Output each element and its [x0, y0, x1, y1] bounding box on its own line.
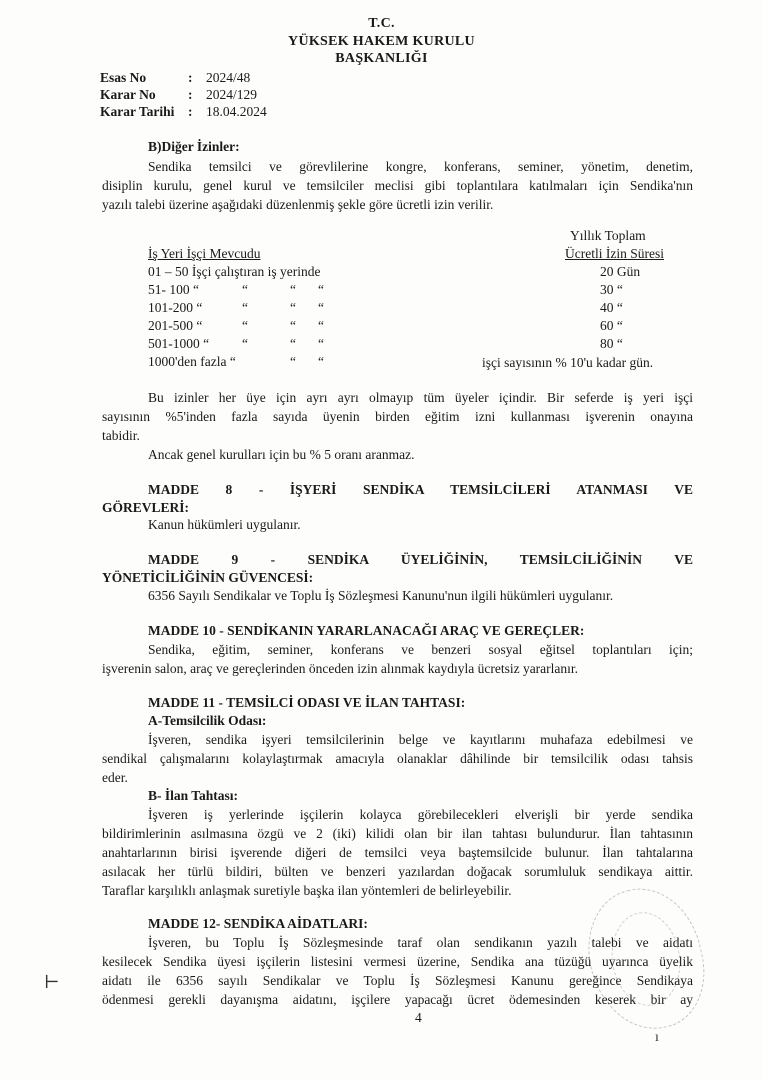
meta-label: Karar Tarihi [100, 104, 175, 119]
table-range: 1000'den fazla “ [148, 354, 236, 369]
section-b-heading: B)Diğer İzinler: [148, 139, 240, 154]
ditto-mark: “ [290, 300, 296, 315]
meta-value: 2024/48 [206, 70, 251, 85]
madde-9-body: 6356 Sayılı Sendikalar ve Toplu İş Sözleşmesi Kanunu'nun ilgili hükümleri uygulanır. [148, 588, 614, 603]
ditto-mark: “ [290, 354, 296, 369]
table-days: işçi sayısının % 10'u kadar gün. [482, 355, 654, 370]
meta-value: 2024/129 [206, 87, 258, 102]
table-range: 101-200 “ [148, 300, 203, 315]
para-line: Ancak genel kurulları için bu % 5 oranı aranmaz. [148, 447, 415, 462]
table-range: 201-500 “ [148, 318, 203, 333]
para-line: anahtarlarının birisi işverende diğeri de temsilci veya baştemsilcide bulunur. İlan tahtalarına [102, 845, 693, 860]
header-office: BAŞKANLIĞI [335, 51, 428, 66]
para-line: asılacak her türlü bildiri, bülten ve benzeri yazılardan doğacak sorumluluk sendikaya aittir. [102, 864, 693, 879]
ditto-mark: “ [318, 336, 324, 351]
ditto-mark: “ [290, 336, 296, 351]
para-line: işverenin salon, araç ve gereçlerinden önceden izin alınmak kaydıyla ücretsiz yararlanır. [102, 661, 579, 676]
ditto-mark: “ [318, 282, 324, 297]
ditto-mark: “ [242, 318, 248, 333]
meta-label: Esas No [100, 70, 147, 85]
table-right-header: Yıllık Toplam [570, 228, 646, 243]
meta-sep: : [188, 104, 193, 119]
para-line: sendikal çalışmalarını kolaylaştırmak amacıyla olanaklar dâhilinde bir temsilcilik odası tahsis [102, 751, 693, 766]
page-number: 4 [415, 1010, 422, 1025]
table-days: 40 “ [600, 300, 623, 315]
para-line: sayısının %5'inden fazla sayıda üyenin birden eğitim izni kullanması işverenin onayına [102, 409, 693, 424]
para-line: İşveren, bu Toplu İş Sözleşmesinde taraf olan sendikanın yazılı talebi ve aidatı [148, 935, 693, 950]
para-line: yazılı talebi üzerine aşağıdaki düzenlenmiş şekle göre ücretli izin verilir. [102, 197, 494, 212]
meta-sep: : [188, 70, 193, 85]
table-days: 20 Gün [600, 264, 641, 279]
para-line: Taraflar karşılıklı anlaşmak suretiyle başka ilan yöntemleri de belirleyebilir. [102, 883, 512, 898]
para-line: ödenmesi gerekli dayanışma aidatını, işçilere yapacağı ücret ödemesinden keserek bir ay [102, 992, 693, 1007]
ditto-mark: “ [318, 318, 324, 333]
header-tc: T.C. [368, 16, 395, 31]
madde-10-title: MADDE 10 - SENDİKANIN YARARLANACAĞI ARAÇ VE GEREÇLER: [148, 623, 585, 638]
para-line: Sendika temsilci ve görevlilerine kongre, konferans, seminer, yönetim, denetim, [148, 159, 693, 174]
meta-label: Karar No [100, 87, 156, 102]
table-days: 30 “ [600, 282, 623, 297]
table-left-header: İş Yeri İşçi Mevcudu [148, 246, 261, 261]
ditto-mark: “ [242, 336, 248, 351]
table-right-header: Ücretli İzin Süresi [565, 246, 664, 261]
ditto-mark: “ [242, 300, 248, 315]
meta-karar [100, 87, 257, 103]
ditto-mark: “ [318, 300, 324, 315]
para-line: İşveren iş yerlerinde işçilerin kolayca görebilecekleri elverişli bir yerde sendika [148, 807, 693, 822]
madde-11-title: MADDE 11 - TEMSİLCİ ODASI VE İLAN TAHTASI: [148, 695, 466, 710]
ditto-mark: “ [242, 282, 248, 297]
meta-value: 18.04.2024 [206, 104, 267, 119]
para-line: eder. [102, 770, 128, 785]
para-line: aidatı ile 6356 sayılı Sendikalar ve Toplu İş Sözleşmesi Kanunu gereğince Sendikaya [102, 973, 693, 988]
madde-11-sub-b: B- İlan Tahtası: [148, 788, 239, 803]
madde-9-title: MADDE 9 - SENDİKA ÜYELİĞİNİN, TEMSİLCİLİĞİNİN VE [148, 552, 693, 567]
madde-9-title-cont: YÖNETİCİLİĞİNİN GÜVENCESİ: [102, 570, 314, 585]
madde-8-title: MADDE 8 - İŞYERİ SENDİKA TEMSİLCİLERİ ATANMASI VE [148, 482, 693, 497]
table-range: 51- 100 “ [148, 282, 199, 297]
table-days: 60 “ [600, 318, 623, 333]
ditto-mark: “ [290, 282, 296, 297]
para-line: İşveren, sendika işyeri temsilcilerinin belge ve kayıtlarını muhafaza edebilmesi ve [148, 732, 693, 747]
para-line: disiplin kurulu, genel kurul ve temsilciler meclisi gibi toplantılara katılmaları için Sendika'nın [102, 178, 693, 193]
para-line: Sendika, eğitim, seminer, konferans ve benzeri sosyal eğitsel toplantıları için; [148, 642, 693, 657]
ditto-mark: “ [318, 354, 324, 369]
para-line: Bu izinler her üye için ayrı ayrı olmayıp tüm üyeler içindir. Bir seferde iş yeri işçi [148, 390, 693, 405]
table-range: 01 – 50 İşçi çalıştıran iş yerinde [148, 264, 321, 279]
table-range: 501-1000 “ [148, 336, 210, 351]
margin-mark-icon: ⊢ [44, 972, 60, 992]
madde-8-title-cont: GÖREVLERİ: [102, 500, 190, 515]
para-line: kesilecek Sendika üyesi işçilerin listesini vermesi üzerine, Sendika ana tüzüğü uyarınca üyelik [102, 954, 693, 969]
header-institution: YÜKSEK HAKEM KURULU [288, 34, 475, 49]
meta-tarih [100, 104, 267, 120]
para-line: tabidir. [102, 428, 140, 443]
para-line: bildirimlerinin asılmasına özgü ve 2 (iki) kilidi olan bir ilan tahtası bulundurur. İlan tahtasının [102, 826, 693, 841]
ditto-mark: “ [290, 318, 296, 333]
madde-11-sub-a: A-Temsilcilik Odası: [148, 713, 267, 728]
meta-esas [100, 70, 250, 86]
margin-tick-icon: ı [655, 1030, 659, 1045]
madde-12-title: MADDE 12- SENDİKA AİDATLARI: [148, 916, 368, 931]
meta-sep: : [188, 87, 193, 102]
madde-8-body: Kanun hükümleri uygulanır. [148, 517, 301, 532]
table-days: 80 “ [600, 336, 623, 351]
